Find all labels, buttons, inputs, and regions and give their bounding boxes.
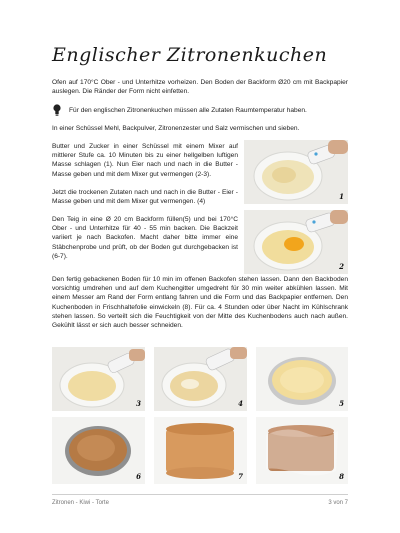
paragraph-dry-ingredients: In einer Schüssel Mehl, Backpulver, Zitronenzester und Salz vermischen und sieben. [52, 125, 300, 132]
paragraph-cool: Den fertig gebackenen Boden für 10 min im offenen Backofen stehen lassen. Dann den Backboden vorsichtig umdrehen und auf dem Kuchengitter umgedreht für 30 min weiter abkühlen lassen. Mit einem Messer am Rand der Form entlang fahren und die Form und das Backpapier entfernen. Den Kuchenboden in Frischhaltefolie einwickeln (8). Für ca. 4 Stunden oder über Nacht im Kühlschrank stehen lassen. So verteilt sich die Feuchtigkeit von der Mitte des Kuchenbodens auch nach außen. Gekühlt lässt er sich auch besser schneiden. [52, 276, 348, 330]
page-title: Englischer Zitronenkuchen [52, 44, 328, 66]
step-photo-1 [244, 140, 348, 204]
photo-number: 3 [136, 399, 141, 408]
step-photo-3 [52, 347, 145, 411]
paragraph-bake: Den Teig in eine Ø 20 cm Backform füllen(5) und bei 170°C Ober - und Unterhitze für 40 - 55 min backen. Die Backzeit variiert je nach Backofen. Macht daher bitte immer eine Stäbchenprobe und prüft, ob der Boden gut durchgebacken ist (6-7). [52, 216, 238, 260]
lightbulb-icon [52, 103, 62, 117]
photo-number: 1 [339, 192, 344, 201]
step-photo-6 [52, 417, 145, 484]
step-photo-8 [256, 417, 348, 484]
photo-number: 6 [136, 472, 141, 481]
tip-text: Für den englischen Zitronenkuchen müssen alle Zutaten Raumtemperatur haben. [69, 107, 307, 114]
step-photo-5 [256, 347, 348, 411]
paragraph-combine: Jetzt die trockenen Zutaten nach und nach in die Butter - Eier - Masse geben und mit dem Mixer gut vermengen. (4) [52, 189, 238, 206]
photo-number: 8 [339, 472, 344, 481]
footer-divider [52, 494, 348, 495]
photo-number: 7 [238, 472, 243, 481]
paragraph-butter-sugar: Butter und Zucker in einer Schüssel mit einem Mixer auf mittlerer Stufe ca. 10 Minuten bis zu einer hellgelben luftigen Masse schlagen (1). Nun Eier nach und nach in die Butter - Masse geben und mit dem Mixer gut vermengen (2-3). [52, 143, 238, 178]
step-photo-7 [154, 417, 247, 484]
footer-recipe-name: Zitronen - Kiwi - Torte [52, 500, 109, 506]
step-photo-2 [244, 210, 348, 274]
photo-number: 4 [238, 399, 243, 408]
step-photo-4 [154, 347, 247, 411]
photo-number: 2 [339, 262, 344, 271]
paragraph-oven: Ofen auf 170°C Ober - und Unterhitze vorheizen. Den Boden der Backform Ø20 cm mit Backpapier auslegen. Die Ränder der Form nicht einfetten. [52, 79, 348, 96]
photo-number: 5 [339, 399, 344, 408]
page-number: 3 von 7 [328, 500, 348, 506]
